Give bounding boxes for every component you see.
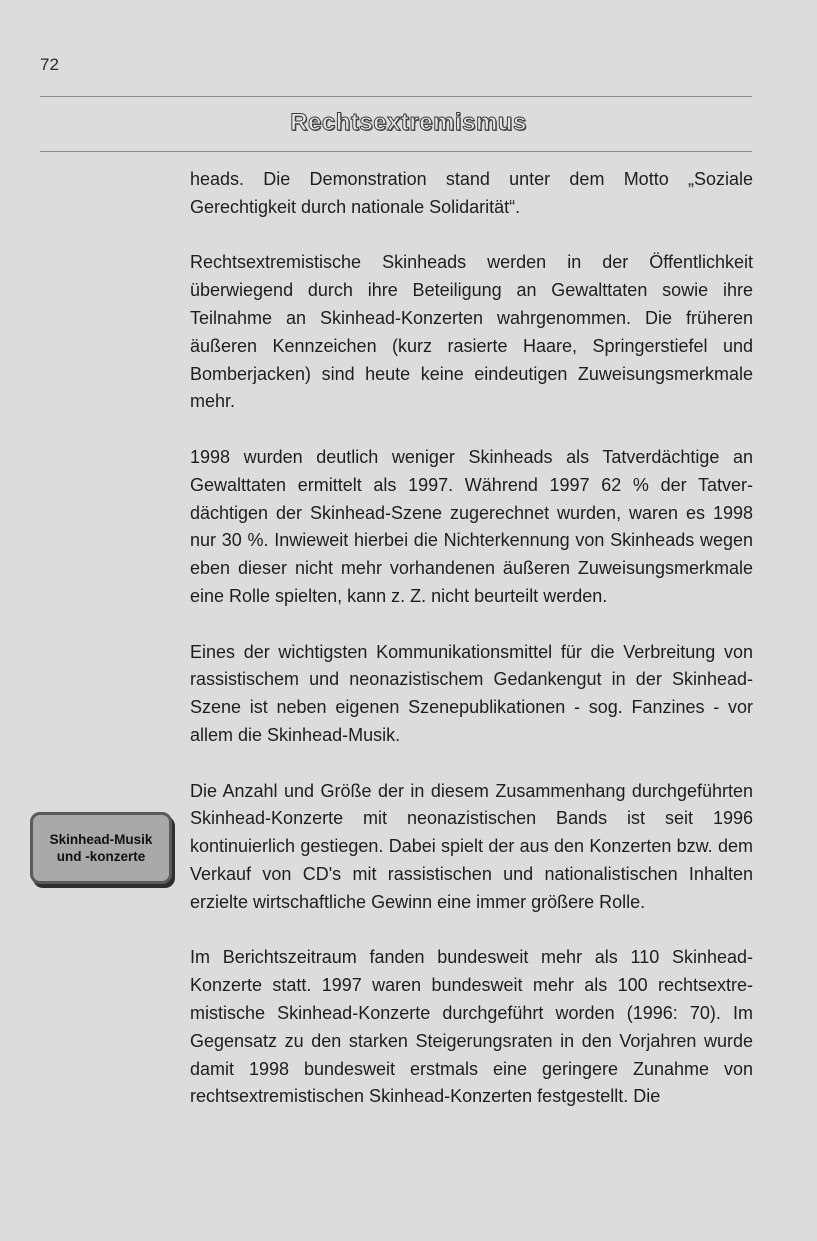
margin-note-line: und -konzerte — [56, 849, 146, 864]
paragraph: Die Anzahl und Größe der in diesem Zusammenhang durchgeführten Skinhead-Konzerte mit neonazistischen Bands ist seit 1996 kontinuierlich gestiegen. Dabei spielt der aus den Konzerten bzw. dem Verkauf von CD's mit rassistischen und nationalistischen Inhalten erzielte wirtschaftliche Gewinn eine immer größere Rolle. — [190, 780, 753, 912]
paragraph: heads. Die Demonstration stand unter dem Motto „Soziale Gerechtigkeit durch nationale Solidarität“. — [190, 169, 753, 217]
margin-note-line: Skinhead-Musik — [49, 832, 153, 847]
paragraph: Rechtsextremistische Skinheads werden in der Öffentlichkeit überwiegend durch ihre Beteiligung an Gewalttaten sowie ihre Teilnahme an Skinhead-Konzerten wahrgenommen. Die früheren äußeren Kennzeichen (kurz rasierte Haare, Springerstiefel und Bomberjacken) sind heute keine eindeutigen Zuweisungsmerkmale mehr. — [190, 252, 753, 412]
header-rule-top — [40, 96, 752, 97]
page-number: 72 — [40, 55, 59, 74]
body-text — [190, 166, 753, 1139]
paragraph: 1998 wurden deutlich weniger Skinheads als Tatverdächtige an Gewalttaten ermittelt als 1997. Während 1997 62 % der Tatverdächtigen der Skinhead-Szene zugerechnet wurden, waren es 1998 nur 30 %. Inwieweit hierbei die Nichterkennung von Skinheads wegen eben dieser nicht mehr vorhandenen äußeren Zuweisungsmerkmale eine Rolle spielten, kann z. Z. nicht beurteilt werden. — [190, 446, 753, 606]
header-rule-bottom — [40, 151, 752, 152]
paragraph: Im Berichtszeitraum fanden bundesweit mehr als 110 Skinhead-Konzerte statt. 1997 waren bundesweit mehr als 100 rechtsextremistische Skinhead-Konzerte durchgeführt worden (1996: 70). Im Gegensatz zu den starken Steigerungsraten in den Vorjahren wurde damit 1998 bundesweit erstmals eine geringere Zunahme von rechtsextremistischen Skinhead-Konzerten festgestellt. Die — [190, 947, 753, 1107]
paragraph: Eines der wichtigsten Kommunikationsmittel für die Verbreitung von rassistischem und neonazistischem Gedankengut in der Skinhead-Szene ist neben eigenen Szenepublikationen - sog. Fanzines - vor allem die Skinhead-Musik. — [190, 641, 753, 745]
running-header-title: Rechtsextremismus — [290, 109, 527, 136]
margin-note-box — [30, 812, 172, 884]
